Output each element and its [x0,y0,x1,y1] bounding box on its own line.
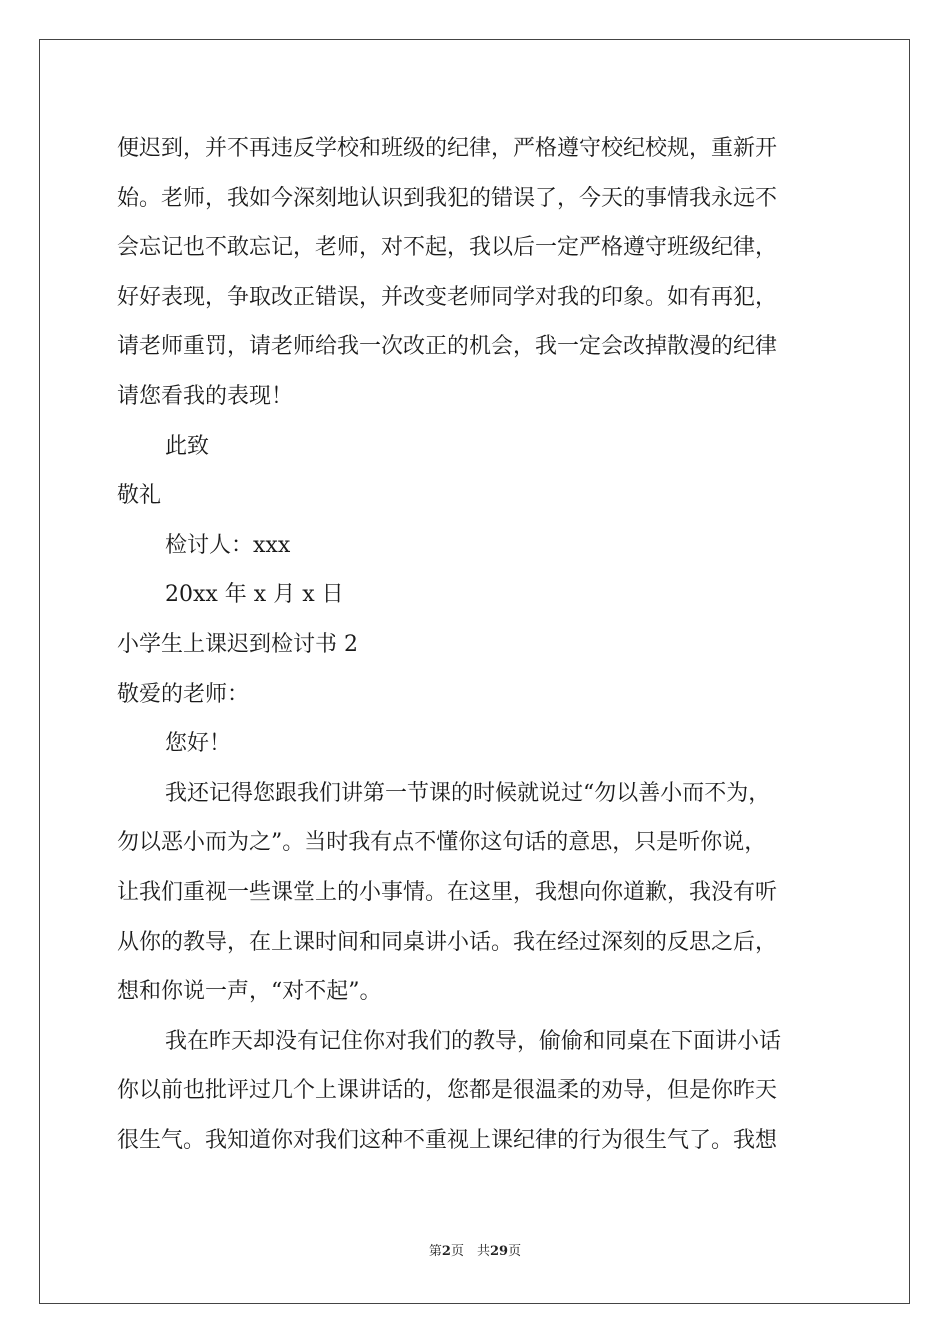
text-line: 始。老师，我如今深刻地认识到我犯的错误了，今天的事情我永远不 [117,185,778,211]
closing-salutation: 此致 [165,433,210,459]
date-line: 20xx 年 x 月 x 日 [165,582,344,608]
total-pages: 29 [489,1244,509,1259]
text-line: 我在昨天却没有记住你对我们的教导，偷偷和同桌在下面讲小话 [165,1028,782,1054]
text-line: 从你的教导，在上课时间和同桌讲小话。我在经过深刻的反思之后， [117,929,778,955]
text-line: 很生气。我知道你对我们这种不重视上课纪律的行为很生气了。我想 [117,1127,778,1153]
text-line: 我还记得您跟我们讲第一节课的时候就说过“勿以善小而不为， [165,780,771,806]
text-line: 想和你说一声，“对不起”。 [117,979,382,1005]
text-line: 让我们重视一些课堂上的小事情。在这里，我想向你道歉，我没有听 [117,879,778,905]
document-body [117,124,837,1165]
footer-page-suffix: 页 共 [450,1244,490,1259]
text-line: 你以前也批评过几个上课讲话的，您都是很温柔的劝导，但是你昨天 [117,1078,778,1104]
greeting: 敬爱的老师： [117,681,250,707]
text-line: 勿以恶小而为之”。当时我有点不懂你这句话的意思，只是听你说， [117,830,767,856]
greeting-hello: 您好！ [165,731,232,757]
footer-total-suffix: 页 [508,1244,522,1259]
text-line: 请老师重罚，请老师给我一次改正的机会，我一定会改掉散漫的纪律 [117,334,778,360]
page-footer [0,1240,950,1259]
text-line: 便迟到，并不再违反学校和班级的纪律，严格遵守校纪校规，重新开 [117,136,778,161]
section-title: 小学生上课迟到检讨书 2 [117,631,358,657]
text-line: 会忘记也不敢忘记，老师，对不起，我以后一定严格遵守班级纪律， [117,235,778,261]
footer-prefix: 第 [428,1244,442,1259]
text-line: 好好表现，争取改正错误，并改变老师同学对我的印象。如有再犯， [117,284,778,310]
text-line: 请您看我的表现！ [117,383,294,409]
page-number: 2 [441,1244,451,1259]
closing-regards: 敬礼 [117,483,162,509]
signature: 检讨人：xxx [165,532,291,558]
